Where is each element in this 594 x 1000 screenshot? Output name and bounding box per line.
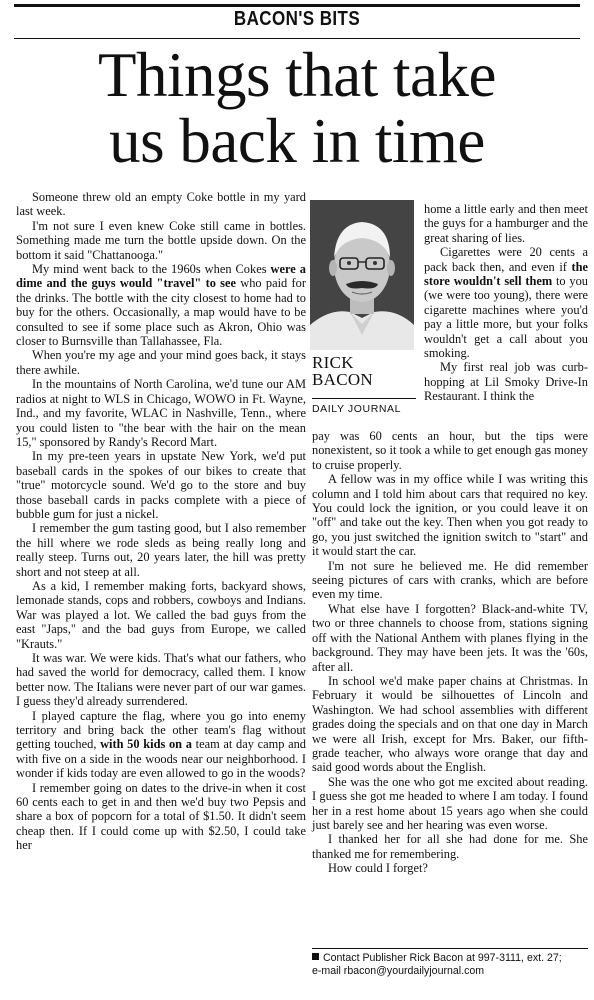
headline-line-2: us back in time — [109, 106, 485, 176]
newspaper-name: DAILY JOURNAL — [312, 403, 402, 415]
paragraph — [16, 262, 306, 348]
contact-line-1 — [312, 952, 588, 965]
paragraph: She was the one who got me excited about reading. I guess she got me headed to where I am today. I found her in a rest home about 15 years ago when she could just barely see and her hearing was even worse. — [312, 774, 588, 832]
byline-rule — [312, 398, 416, 399]
paragraph: Someone threw old an empty Coke bottle in my yard last week. — [16, 190, 306, 219]
contact-email: e-mail rbacon@yourdailyjournal.com — [312, 965, 485, 977]
kicker-rule — [14, 38, 580, 39]
text-span: Cigarettes were 20 cents a pack back then, and even if — [424, 245, 588, 274]
article-column-1 — [16, 190, 306, 853]
bold-text: were a dime and the guys would "travel" to see — [16, 262, 306, 291]
paragraph: I remember going on dates to the drive-in when it cost 60 cents each to get in and then we'd buy two Pepsis and share a box of popcorn for a total of $1.50. It didn't seem cheap then. If I could come up with $2.50, I could take her — [16, 780, 306, 853]
square-bullet-icon — [312, 953, 319, 960]
paragraph: What else have I forgotten? Black-and-white TV, two or three channels to choose from, stations signing off with the National Anthem with planes flying in the background. They may have been jets. It was the '60s, after all. — [312, 601, 588, 674]
byline — [312, 354, 420, 388]
paragraph: A fellow was in my office while I was writing this column and I told him about cars that required no key. You could lock the ignition, or you could leave it on "off" and take out the key. Then when you got ready to go, you just switched the ignition switch to "start" and it would start the car. — [312, 472, 588, 559]
contact-phone-text: Contact Publisher Rick Bacon at 997-3111, ext. 27; — [323, 952, 562, 964]
contact-info — [312, 952, 588, 978]
paragraph: In the mountains of North Carolina, we'd tune our AM radios at night to WLS in Chicago, WOWO in Ft. Wayne, Ind., and my favorite, WLAC in Nashville, Tenn., where you could listen to "the bear with the hair on the mean 15," sponsored by Randy's Record Mart. — [16, 377, 306, 449]
headline-line-1: Things that take — [98, 40, 496, 110]
top-rule — [14, 4, 580, 7]
text-span: who paid for the drinks. The bottle with the city closest to home had to buy for the others. Occasionally, a map would have to be consulted to see if some place such as Akron, Ohio was closer to Burnsville than Tallahassee, Fla. — [16, 276, 306, 349]
column-kicker: BACON'S BITS — [233, 8, 361, 30]
article-column-2 — [424, 202, 588, 404]
paragraph: I thanked her for all she had done for me. She thanked me for remembering. — [312, 832, 588, 861]
paragraph — [16, 709, 306, 781]
paragraph: It was war. We were kids. That's what our fathers, who had saved the world for democracy, called them. I know better now. The Italians were never part of our war games. I guess they'd already surrendered. — [16, 651, 306, 709]
paragraph: home a little early and then meet the guys for a hamburger and the great sharing of lies. — [424, 202, 588, 245]
text-span: My mind went back to the 1960s when Cokes — [32, 262, 271, 277]
paragraph: In my pre-teen years in upstate New York, we'd put baseball cards in the spokes of our bikes to create that "true" motorcycle sound. We'd go to the store and buy those baseball cards in packs complete with a piece of bubble gum for just a nickel. — [16, 449, 306, 521]
paragraph — [424, 245, 588, 360]
paragraph: How could I forget? — [328, 861, 428, 876]
bold-text: the store wouldn't sell them — [424, 259, 588, 289]
author-portrait-image — [310, 200, 414, 350]
byline-last-name: BACON — [312, 370, 374, 389]
author-photo — [310, 200, 414, 350]
bold-text: with 50 kids on a — [100, 737, 192, 752]
byline-first-name: RICK — [312, 353, 354, 372]
paragraph: I'm not sure he believed me. He did remember seeing pictures of cars with cranks, which are before even my time. — [312, 558, 588, 602]
paragraph: I'm not sure I even knew Coke still came in bottles. Something made me turn the bottle upside down. On the bottom it said "Chattanooga." — [16, 218, 306, 262]
paragraph: As a kid, I remember making forts, backyard shows, lemonade stands, cops and robbers, cowboys and Indians. War was played a lot. We called the bad guys from the east "Japs," and the bad guys from Europe, we called "Krauts." — [16, 578, 306, 651]
paragraph: My first real job was curb-hopping at Lil Smoky Drive-In Restaurant. I think the — [424, 360, 588, 404]
headline — [0, 42, 594, 174]
paragraph: When you're my age and your mind goes back, it stays there awhile. — [16, 348, 306, 377]
article-column-3 — [312, 429, 588, 876]
paragraph: I remember the gum tasting good, but I also remember the hill where we rode sleds as being really long and really steep. Turns out, 20 years later, the hill was pretty short and not steep at all. — [16, 521, 306, 579]
text-span: I played capture the flag, where you go into enemy territory and bring back the other team's flag without getting touched, — [16, 708, 306, 752]
text-span: to you (we were too young), there were cigarette machines where you'd pay a little more, but your folks wouldn't get a call about you smoking. — [424, 274, 589, 361]
paragraph: pay was 60 cents an hour, but the tips were nonexistent, so it took a while to get enough gas money to cruise properly. — [312, 429, 588, 472]
text-span: team at day camp and with five on a side in the woods near our neighborhood. I wonder if kids today are even allowed to go in the woods? — [16, 737, 306, 781]
paragraph: In school we'd make paper chains at Christmas. In February it would be silhouettes of Lincoln and Washington. We had school assemblies with different grades doing the specials and on that one day in March we were all Irish, except for Mrs. Baker, our fifth-grade teacher, who always wore orange that day and said good words about the English. — [312, 673, 588, 775]
contact-rule — [312, 948, 588, 949]
